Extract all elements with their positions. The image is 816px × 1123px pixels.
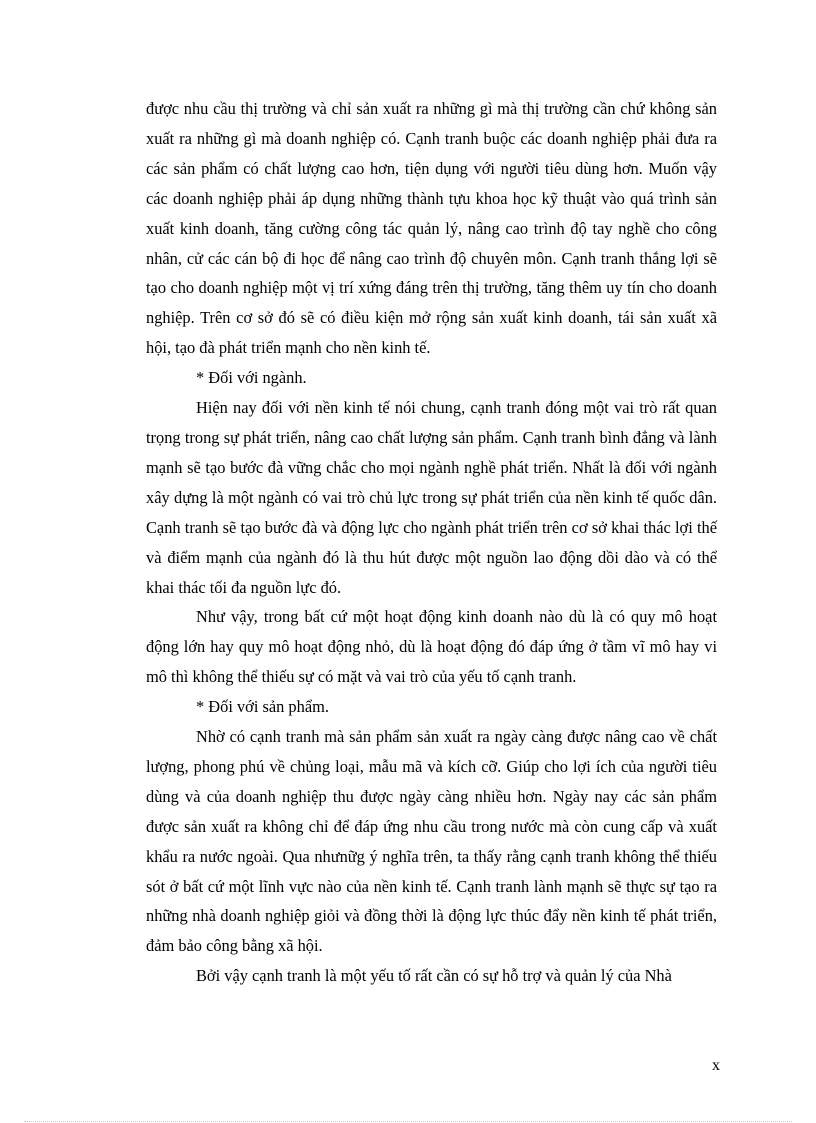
paragraph-conclusion: Bởi vậy cạnh tranh là một yếu tố rất cần có sự hỗ trợ và quản lý của Nhà: [196, 966, 672, 986]
page-bottom-divider: [24, 1121, 792, 1122]
paragraph-continuation: được nhu cầu thị trường và chỉ sản xuất ra những gì mà thị trường cần chứ không sản xuất ra những gì mà doanh nghiệp có. Cạnh tranh buộc các doanh nghiệp phải đưa ra các sản phẩm có chất lượng cao hơn, tiện dụng với người tiêu dùng hơn. Muốn vậy các doanh nghiệp phải áp dụng những thành tựu khoa học kỹ thuật vào quá trình sản xuất kinh doanh, tăng cường công tác quản lý, nâng cao trình độ tay nghề cho công nhân, cử các cán bộ đi học để nâng cao trình độ chuyên môn. Cạnh tranh thắng lợi sẽ tạo cho doanh nghiệp một vị trí xứng đáng trên thị trường, tăng thêm uy tín cho doanh nghiệp. Trên cơ sở đó sẽ có điều kiện mở rộng sản xuất kinh doanh, tái sản xuất xã hội, tạo đà phát triển mạnh cho nền kinh tế.: [146, 99, 717, 358]
page-number: x: [712, 1057, 720, 1074]
document-body: [146, 94, 717, 991]
paragraph-summary: Như vậy, trong bất cứ một hoạt động kinh doanh nào dù là có quy mô hoạt động lớn hay quy mô hoạt động nhỏ, dù là hoạt động đó đáp ứng ở tầm vĩ mô hay vi mô thì không thể thiếu sự có mặt và vai trò của yếu tố cạnh tranh.: [146, 607, 717, 687]
heading-industry: * Đối với ngành.: [196, 368, 307, 388]
paragraph-industry: Hiện nay đối với nền kinh tế nói chung, cạnh tranh đóng một vai trò rất quan trọng trong sự phát triển, nâng cao chất lượng sản phẩm. Cạnh tranh bình đẳng và lành mạnh sẽ tạo bước đà vững chắc cho mọi ngành nghề phát triển. Nhất là đối với ngành xây dựng là một ngành có vai trò chủ lực trong sự phát triển của nền kinh tế quốc dân. Cạnh tranh sẽ tạo bước đà và động lực cho ngành phát triển trên cơ sở khai thác lợi thế và điểm mạnh của ngành đó là thu hút được một nguồn lao động dồi dào và có thể khai thác tối đa nguồn lực đó.: [146, 398, 717, 597]
heading-product: * Đối với sản phẩm.: [196, 697, 329, 717]
paragraph-product: Nhờ có cạnh tranh mà sản phẩm sản xuất ra ngày càng được nâng cao về chất lượng, phong phú về chủng loại, mẫu mã và kích cỡ. Giúp cho lợi ích của người tiêu dùng và của doanh nghiệp thu được ngày càng nhiều hơn. Ngày nay các sản phẩm được sản xuất ra không chỉ để đáp ứng nhu cầu trong nước mà còn cung cấp và xuất khẩu ra nước ngoài. Qua nhưnữg ý nghĩa trên, ta thấy rằng cạnh tranh không thể thiếu sót ở bất cứ một lĩnh vực nào của nền kinh tế. Cạnh tranh lành mạnh sẽ thực sự tạo ra những nhà doanh nghiệp giỏi và đồng thời là động lực thúc đẩy nền kinh tế phát triển, đảm bảo công bằng xã hội.: [146, 727, 717, 956]
